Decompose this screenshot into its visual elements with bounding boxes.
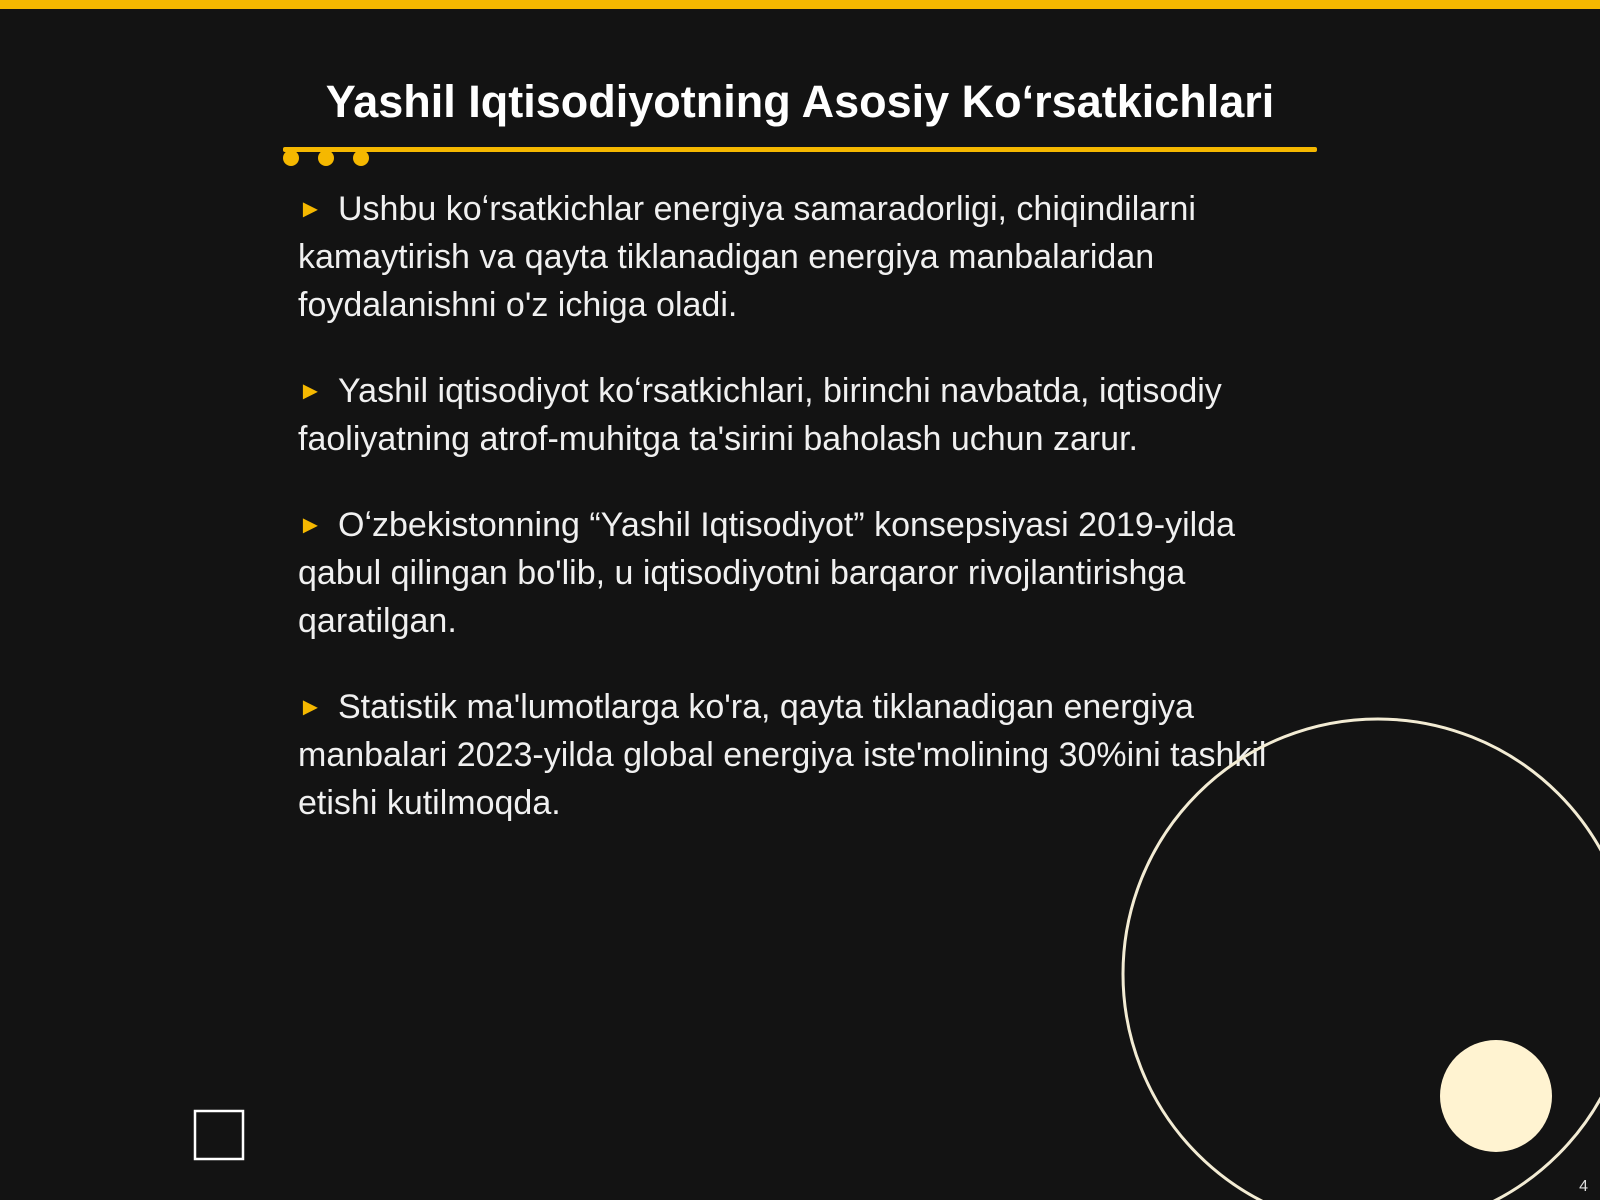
bullet-list <box>298 185 1298 865</box>
bullet-text: Yashil iqtisodiyot koʻrsatkichlari, birinchi navbatda, iqtisodiy faoliyatning atrof-muhitga ta'sirini baholash uchun zarur. <box>298 372 1222 458</box>
bullet-item <box>298 367 1298 463</box>
bullet-text: Oʻzbekistonning “Yashil Iqtisodiyot” konsepsiyasi 2019-yilda qabul qilingan bo'lib, u iqtisodiyotni barqaror rivojlantirishga qaratilgan. <box>298 506 1236 640</box>
decorative-filled-circle <box>1440 1040 1552 1152</box>
top-accent-bar <box>0 0 1600 9</box>
bullet-arrow-icon: ► <box>298 195 323 223</box>
slide-title: Yashil Iqtisodiyotning Asosiy Koʻrsatkichlari <box>325 76 1275 127</box>
decorative-dot <box>283 150 299 166</box>
page-number: 4 <box>1579 1178 1588 1195</box>
bullet-item <box>298 683 1298 827</box>
bullet-item <box>298 185 1298 329</box>
decorative-square <box>195 1111 243 1159</box>
decorative-dot <box>318 150 334 166</box>
bullet-text: Statistik ma'lumotlarga ko'ra, qayta tiklanadigan energiya manbalari 2023-yilda global energiya iste'molining 30%ini tashkil etishi kutilmoqda. <box>298 688 1267 822</box>
decorative-dot <box>353 150 369 166</box>
title-underline <box>283 147 1317 152</box>
bullet-arrow-icon: ► <box>298 693 323 721</box>
bullet-arrow-icon: ► <box>298 377 323 405</box>
bullet-text: Ushbu koʻrsatkichlar energiya samaradorligi, chiqindilarni kamaytirish va qayta tiklanadigan energiya manbalaridan foydalanishni o'z ichiga oladi. <box>298 190 1196 324</box>
bullet-item <box>298 501 1298 645</box>
bullet-arrow-icon: ► <box>298 511 323 539</box>
